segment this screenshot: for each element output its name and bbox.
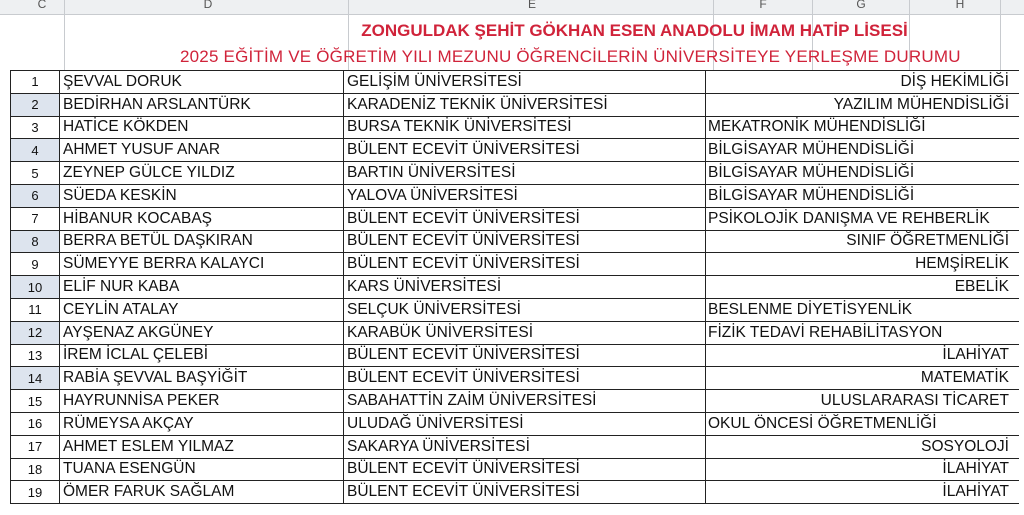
department-cell[interactable]: SOSYOLOJİ xyxy=(706,435,1020,458)
row-number-cell[interactable]: 19 xyxy=(11,481,60,504)
department-cell[interactable]: MATEMATİK xyxy=(706,367,1020,390)
column-header-c[interactable]: C xyxy=(37,0,47,11)
university-cell[interactable]: BARTIN ÜNİVERSİTESİ xyxy=(344,162,706,185)
table-row xyxy=(11,162,1020,185)
department-cell[interactable]: BİLGİSAYAR MÜHENDİSLİĞİ xyxy=(706,139,1020,162)
student-name-cell[interactable]: RABİA ŞEVVAL BAŞYİĞİT xyxy=(60,367,344,390)
table-row xyxy=(11,93,1020,116)
row-number-cell[interactable]: 13 xyxy=(11,344,60,367)
university-cell[interactable]: YALOVA ÜNİVERSİTESİ xyxy=(344,184,706,207)
department-cell[interactable]: YAZILIM MÜHENDİSLİĞİ xyxy=(706,93,1020,116)
row-number-cell[interactable]: 9 xyxy=(11,253,60,276)
row-number-cell[interactable]: 2 xyxy=(11,93,60,116)
student-name-cell[interactable]: TUANA ESENGÜN xyxy=(60,458,344,481)
table-row xyxy=(11,139,1020,162)
university-cell[interactable]: BÜLENT ECEVİT ÜNİVERSİTESİ xyxy=(344,207,706,230)
row-number-cell[interactable]: 11 xyxy=(11,298,60,321)
student-name-cell[interactable]: ZEYNEP GÜLCE YILDIZ xyxy=(60,162,344,185)
department-cell[interactable]: SINIF ÖĞRETMENLİĞİ xyxy=(706,230,1020,253)
university-cell[interactable]: BÜLENT ECEVİT ÜNİVERSİTESİ xyxy=(344,367,706,390)
university-cell[interactable]: KARADENİZ TEKNİK ÜNİVERSİTESİ xyxy=(344,93,706,116)
department-cell[interactable]: BİLGİSAYAR MÜHENDİSLİĞİ xyxy=(706,184,1020,207)
university-cell[interactable]: SABAHATTİN ZAİM ÜNİVERSİTESİ xyxy=(344,390,706,413)
table-row xyxy=(11,184,1020,207)
university-cell[interactable]: BÜLENT ECEVİT ÜNİVERSİTESİ xyxy=(344,481,706,504)
student-name-cell[interactable]: HİBANUR KOCABAŞ xyxy=(60,207,344,230)
row-number-cell[interactable]: 4 xyxy=(11,139,60,162)
student-name-cell[interactable]: RÜMEYSA AKÇAY xyxy=(60,412,344,435)
school-title: ZONGULDAK ŞEHİT GÖKHAN ESEN ANADOLU İMAM HATİP LİSESİ xyxy=(361,21,908,40)
department-cell[interactable]: OKUL ÖNCESİ ÖĞRETMENLİĞİ xyxy=(706,412,1020,435)
student-name-cell[interactable]: BERRA BETÜL DAŞKIRAN xyxy=(60,230,344,253)
department-cell[interactable]: BESLENME DİYETİSYENLİK xyxy=(706,298,1020,321)
row-number-cell[interactable]: 14 xyxy=(11,367,60,390)
table-row xyxy=(11,230,1020,253)
table-row xyxy=(11,367,1020,390)
student-name-cell[interactable]: HAYRUNNİSA PEKER xyxy=(60,390,344,413)
university-cell[interactable]: BURSA TEKNİK ÜNİVERSİTESİ xyxy=(344,116,706,139)
university-cell[interactable]: BÜLENT ECEVİT ÜNİVERSİTESİ xyxy=(344,344,706,367)
university-cell[interactable]: BÜLENT ECEVİT ÜNİVERSİTESİ xyxy=(344,139,706,162)
table-row xyxy=(11,207,1020,230)
table-row xyxy=(11,253,1020,276)
department-cell[interactable]: PSİKOLOJİK DANIŞMA VE REHBERLİK xyxy=(706,207,1020,230)
column-header-f[interactable]: F xyxy=(759,0,767,11)
department-cell[interactable]: İLAHİYAT xyxy=(706,344,1020,367)
university-cell[interactable]: ULUDAĞ ÜNİVERSİTESİ xyxy=(344,412,706,435)
row-number-cell[interactable]: 6 xyxy=(11,184,60,207)
table-row xyxy=(11,435,1020,458)
student-name-cell[interactable]: İREM İCLAL ÇELEBİ xyxy=(60,344,344,367)
department-cell[interactable]: MEKATRONİK MÜHENDİSLİĞİ xyxy=(706,116,1020,139)
table-row xyxy=(11,481,1020,504)
row-number-cell[interactable]: 12 xyxy=(11,321,60,344)
table-row xyxy=(11,412,1020,435)
department-cell[interactable]: İLAHİYAT xyxy=(706,458,1020,481)
column-header-bar xyxy=(0,0,1024,15)
row-number-cell[interactable]: 1 xyxy=(11,71,60,94)
column-header-g[interactable]: G xyxy=(856,0,866,11)
row-number-cell[interactable]: 8 xyxy=(11,230,60,253)
table-row xyxy=(11,276,1020,299)
row-number-cell[interactable]: 3 xyxy=(11,116,60,139)
table-row xyxy=(11,298,1020,321)
university-cell[interactable]: GELİŞİM ÜNİVERSİTESİ xyxy=(344,71,706,94)
table-row xyxy=(11,390,1020,413)
table-row xyxy=(11,116,1020,139)
department-cell[interactable]: HEMŞİRELİK xyxy=(706,253,1020,276)
table-row xyxy=(11,344,1020,367)
column-header-e[interactable]: E xyxy=(527,0,536,11)
student-name-cell[interactable]: SÜMEYYE BERRA KALAYCI xyxy=(60,253,344,276)
student-name-cell[interactable]: BEDİRHAN ARSLANTÜRK xyxy=(60,93,344,116)
department-cell[interactable]: ULUSLARARASI TİCARET xyxy=(706,390,1020,413)
university-cell[interactable]: SAKARYA ÜNİVERSİTESİ xyxy=(344,435,706,458)
student-name-cell[interactable]: ÖMER FARUK SAĞLAM xyxy=(60,481,344,504)
department-cell[interactable]: İLAHİYAT xyxy=(706,481,1020,504)
student-name-cell[interactable]: ŞEVVAL DORUK xyxy=(60,71,344,94)
row-number-cell[interactable]: 15 xyxy=(11,390,60,413)
university-cell[interactable]: BÜLENT ECEVİT ÜNİVERSİTESİ xyxy=(344,253,706,276)
student-name-cell[interactable]: AYŞENAZ AKGÜNEY xyxy=(60,321,344,344)
row-number-cell[interactable]: 10 xyxy=(11,276,60,299)
students-table xyxy=(10,70,1019,504)
student-name-cell[interactable]: HATİCE KÖKDEN xyxy=(60,116,344,139)
university-cell[interactable]: BÜLENT ECEVİT ÜNİVERSİTESİ xyxy=(344,458,706,481)
department-cell[interactable]: FİZİK TEDAVİ REHABİLİTASYON xyxy=(706,321,1020,344)
table-row xyxy=(11,321,1020,344)
table-row xyxy=(11,458,1020,481)
student-name-cell[interactable]: AHMET YUSUF ANAR xyxy=(60,139,344,162)
row-number-cell[interactable]: 16 xyxy=(11,412,60,435)
column-header-h[interactable]: H xyxy=(955,0,965,11)
department-cell[interactable]: EBELİK xyxy=(706,276,1020,299)
university-cell[interactable]: KARABÜK ÜNİVERSİTESİ xyxy=(344,321,706,344)
row-number-cell[interactable]: 17 xyxy=(11,435,60,458)
student-name-cell[interactable]: CEYLİN ATALAY xyxy=(60,298,344,321)
university-cell[interactable]: BÜLENT ECEVİT ÜNİVERSİTESİ xyxy=(344,230,706,253)
table-row xyxy=(11,71,1020,94)
row-number-cell[interactable]: 5 xyxy=(11,162,60,185)
student-name-cell[interactable]: ELİF NUR KABA xyxy=(60,276,344,299)
department-cell[interactable]: DİŞ HEKİMLİĞİ xyxy=(706,71,1020,94)
row-number-cell[interactable]: 7 xyxy=(11,207,60,230)
university-cell[interactable]: KARS ÜNİVERSİTESİ xyxy=(344,276,706,299)
student-name-cell[interactable]: AHMET ESLEM YILMAZ xyxy=(60,435,344,458)
department-cell[interactable]: BİLGİSAYAR MÜHENDİSLİĞİ xyxy=(706,162,1020,185)
student-name-cell[interactable]: SÜEDA KESKİN xyxy=(60,184,344,207)
row-number-cell[interactable]: 18 xyxy=(11,458,60,481)
column-header-d[interactable]: D xyxy=(203,0,213,11)
university-cell[interactable]: SELÇUK ÜNİVERSİTESİ xyxy=(344,298,706,321)
